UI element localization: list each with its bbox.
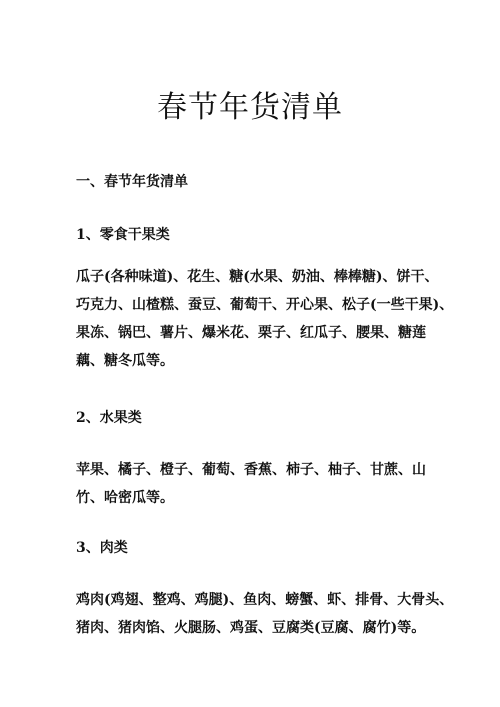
paragraph-line: 瓜子(各种味道)、花生、糖(水果、奶油、棒棒糖)、饼干、 (76, 269, 439, 285)
subsection-heading-snacks: 1、零食干果类 (76, 227, 170, 243)
paragraph-line: 猪肉、猪肉馅、火腿肠、鸡蛋、豆腐类(豆腐、腐竹)等。 (76, 620, 426, 636)
paragraph-snacks (76, 263, 454, 375)
paragraph-line: 果冻、锅巴、薯片、爆米花、栗子、红瓜子、腰果、糖莲 (76, 325, 426, 341)
paragraph-line: 藕、糖冬瓜等。 (76, 353, 174, 369)
subsection-heading-meat: 3、肉类 (76, 540, 128, 556)
subsection-heading-fruits: 2、水果类 (76, 410, 142, 426)
paragraph-line: 苹果、橘子、橙子、葡萄、香蕉、柿子、柚子、甘蔗、山 (76, 462, 426, 478)
paragraph-line: 巧克力、山楂糕、蚕豆、葡萄干、开心果、松子(一些干果)、 (76, 297, 454, 313)
paragraph-line: 鸡肉(鸡翅、整鸡、鸡腿)、鱼肉、螃蟹、虾、排骨、大骨头、 (76, 592, 454, 608)
page-title: 春节年货清单 (157, 90, 343, 125)
paragraph-meat (76, 586, 454, 642)
paragraph-fruits (76, 456, 436, 512)
paragraph-line: 竹、哈密瓜等。 (76, 490, 174, 506)
section-heading: 一、春节年货清单 (76, 174, 188, 190)
